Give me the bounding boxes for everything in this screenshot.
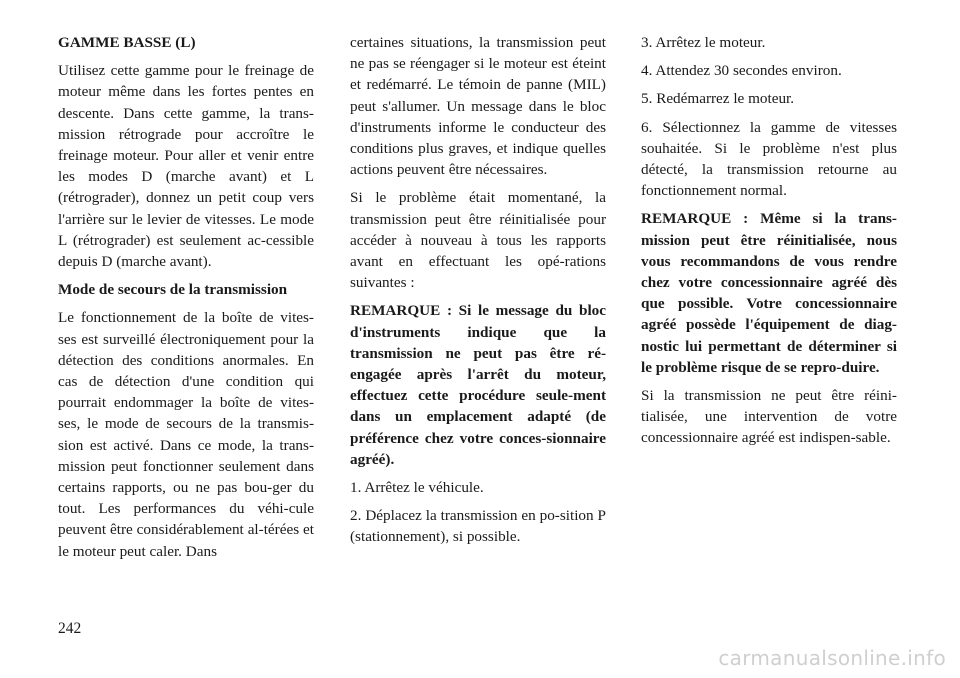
paragraph-reset: Si le problème était momentané, la transmission peut être réinitialisée pour accéder à nouveau à tous les rapports avant en effectuant les opé-rations suivantes :	[350, 189, 606, 292]
note-dealer: REMARQUE : Même si la trans-mission peut être réinitialisée, nous vous recommandons de vous rendre chez votre concessionnaire agréé dès que possible. Votre concessionnaire agréé possède l'équipement de diag-nostic lui permettant de déterminer si le problème risque de se repro-duire.	[641, 210, 897, 376]
step-1: 1. Arrêtez le véhicule.	[350, 479, 484, 497]
step-4: 4. Attendez 30 secondes environ.	[641, 62, 842, 80]
step-3: 3. Arrêtez le moteur.	[641, 34, 766, 51]
column-left	[58, 32, 314, 569]
paragraph-continuation: certaines situations, la transmission peut ne pas se réengager si le moteur est éteint et redémarré. Le témoin de panne (MIL) peut s'allumer. Un message dans le bloc d'instruments informe le conducteur des conditions plus graves, et indique quelles actions peuvent être nécessaires.	[350, 34, 606, 179]
paragraph-dealer-required: Si la transmission ne peut être réini-tialisée, une intervention de votre concessionnaire agréé est indispen-sable.	[641, 387, 897, 447]
section-heading-limp-mode: Mode de secours de la transmission	[58, 281, 288, 299]
step-2: 2. Déplacez la transmission en po-sition P (stationnement), si possible.	[350, 507, 606, 546]
column-middle	[350, 32, 606, 555]
page-number: 242	[58, 620, 82, 637]
step-5: 5. Redémarrez le moteur.	[641, 90, 795, 108]
watermark-text: carmanualsonline.info	[718, 646, 946, 670]
column-right	[641, 32, 897, 456]
paragraph-low-range: Utilisez cette gamme pour le freinage de moteur même dans les fortes pentes en descente. Dans cette gamme, la trans-mission rétrograde pour accroître le freinage moteur. Pour aller et venir entre les modes D (marche avant) et L (rétrograder), donnez un petit coup vers l'arrière sur le levier de vitesses. Le mode L (rétrograder) est seulement ac-cessible depuis D (marche avant).	[58, 62, 314, 271]
section-heading-low-range: GAMME BASSE (L)	[58, 34, 196, 51]
step-6: 6. Sélectionnez la gamme de vitesses souhaitée. Si le problème n'est plus détecté, la transmission retourne au fonctionnement normal.	[641, 118, 897, 200]
paragraph-limp-mode: Le fonctionnement de la boîte de vites-ses est surveillé électroniquement pour la détection des conditions anormales. En cas de détection d'une condition qui pourrait endommager la boîte de vites-ses, le mode de secours de la transmis-sion est activé. Dans ce mode, la trans-mission peut fonctionner seulement dans certains rapports, ou ne pas bou-ger du tout. Les performances du véhi-cule peuvent être considérablement al-térées et le moteur peut caler. Dans	[58, 309, 314, 560]
note-cluster-message: REMARQUE : Si le message du bloc d'instruments indique que la transmission ne peut pas être ré-engagée après l'arrêt du moteur, effectuez cette procédure seule-ment dans un emplacement adapté (de préférence chez votre conces-sionnaire agréé).	[350, 302, 606, 468]
